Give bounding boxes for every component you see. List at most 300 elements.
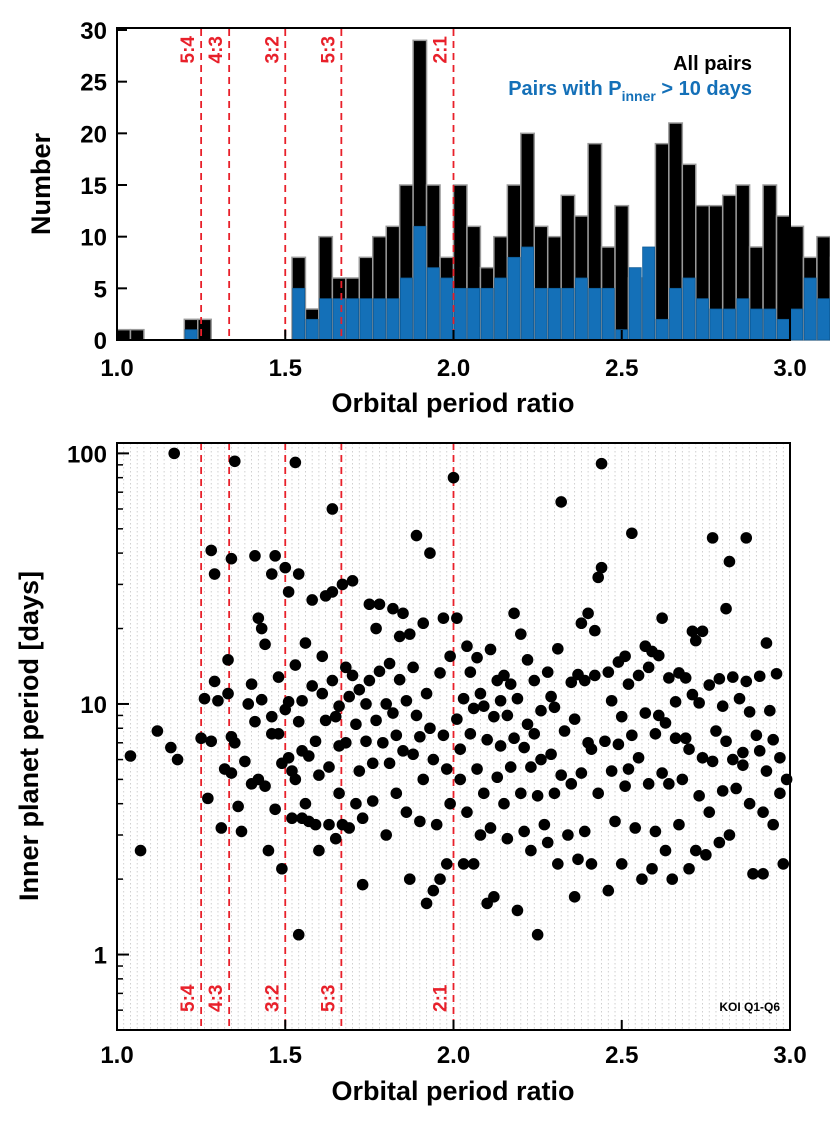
histogram-y-tick-3: 15 <box>80 173 107 200</box>
histogram-y-label: Number <box>26 132 56 236</box>
scatter-point-10 <box>205 545 217 557</box>
bar-inner-19 <box>373 299 385 340</box>
scatter-point-63 <box>300 637 312 649</box>
scatter-point-101 <box>360 698 372 710</box>
scatter-point-130 <box>411 530 423 542</box>
scatter-point-217 <box>565 778 577 790</box>
scatter-point-163 <box>468 858 480 870</box>
scatter-point-308 <box>734 693 746 705</box>
scatter-point-169 <box>478 788 490 800</box>
bar-inner-46 <box>737 299 749 340</box>
scatter-point-303 <box>724 556 736 568</box>
histogram-y-tick-6: 30 <box>80 18 107 45</box>
resonance-label-bottom-0: 5:4 <box>178 984 200 1012</box>
scatter-point-204 <box>539 819 551 831</box>
scatter-point-242 <box>609 816 621 828</box>
scatter-point-9 <box>205 735 217 747</box>
scatter-point-299 <box>717 700 729 712</box>
scatter-point-11 <box>209 568 221 580</box>
scatter-point-12 <box>209 676 221 688</box>
histogram-y-ticks <box>80 18 127 355</box>
bar-inner-36 <box>602 288 614 340</box>
scatter-point-298 <box>714 837 726 849</box>
resonance-label-top-2: 3:2 <box>262 36 284 64</box>
scatter-point-209 <box>549 788 561 800</box>
scatter-point-291 <box>700 849 712 861</box>
scatter-point-119 <box>390 788 402 800</box>
scatter-point-279 <box>680 732 692 744</box>
scatter-point-52 <box>286 812 298 824</box>
scatter-point-154 <box>454 743 466 755</box>
bar-inner-43 <box>696 299 708 340</box>
scatter-point-285 <box>690 635 702 647</box>
resonance-label-bottom-2: 3:2 <box>262 984 284 1012</box>
scatter-point-173 <box>485 822 497 834</box>
bar-inner-16 <box>333 299 345 340</box>
bar-inner-41 <box>670 288 682 340</box>
histogram-x-tick-3: 2.5 <box>605 355 639 382</box>
scatter-point-314 <box>744 798 756 810</box>
scatter-point-268 <box>656 767 668 779</box>
scatter-point-8 <box>202 793 214 805</box>
scatter-point-290 <box>697 625 709 637</box>
scatter-y-tick-2: 100 <box>66 441 107 469</box>
scatter-point-20 <box>226 767 238 779</box>
scatter-x-tick-4: 3.0 <box>773 1042 807 1069</box>
bar-inner-40 <box>656 319 668 340</box>
scatter-point-105 <box>367 757 379 769</box>
scatter-point-6 <box>195 732 207 744</box>
scatter-point-47 <box>279 562 291 574</box>
scatter-point-230 <box>586 858 598 870</box>
scatter-point-201 <box>532 929 544 941</box>
scatter-point-238 <box>602 666 614 678</box>
scatter-point-127 <box>404 873 416 885</box>
scatter-point-247 <box>619 650 631 662</box>
histogram-y-tick-0: 0 <box>93 328 107 355</box>
scatter-point-208 <box>545 748 557 760</box>
resonance-label-top-0: 5:4 <box>178 36 200 64</box>
scatter-point-102 <box>360 735 372 747</box>
scatter-point-16 <box>222 654 234 666</box>
scatter-point-196 <box>525 761 537 773</box>
legend-inner-subscript: inner <box>621 88 656 104</box>
scatter-point-147 <box>441 858 453 870</box>
scatter-point-72 <box>313 845 325 857</box>
legend-inner-prefix: Pairs with P <box>508 78 622 100</box>
scatter-point-27 <box>246 678 258 690</box>
scatter-point-205 <box>542 666 554 678</box>
scatter-point-109 <box>374 666 386 678</box>
scatter-point-185 <box>505 761 517 773</box>
bar-inner-20 <box>387 299 399 340</box>
scatter-point-326 <box>771 668 783 680</box>
scatter-point-133 <box>414 816 426 828</box>
bar-inner-45 <box>723 309 735 340</box>
scatter-point-318 <box>754 670 766 682</box>
scatter-point-180 <box>498 798 510 810</box>
scatter-point-232 <box>589 670 601 682</box>
scatter-point-254 <box>633 752 645 764</box>
scatter-point-245 <box>616 711 628 723</box>
scatter-x-tick-3: 2.5 <box>605 1042 639 1069</box>
scatter-point-261 <box>646 863 658 875</box>
scatter-point-197 <box>525 845 537 857</box>
scatter-point-78 <box>323 819 335 831</box>
scatter-point-7 <box>199 693 211 705</box>
scatter-point-187 <box>508 732 520 744</box>
scatter-point-94 <box>347 670 359 682</box>
scatter-point-219 <box>569 713 581 725</box>
scatter-point-203 <box>535 754 547 766</box>
scatter-point-282 <box>683 743 695 755</box>
scatter-point-143 <box>434 667 446 679</box>
scatter-point-140 <box>428 885 440 897</box>
scatter-point-175 <box>488 891 500 903</box>
scatter-point-300 <box>717 785 729 797</box>
bar-all-37 <box>615 206 628 340</box>
scatter-point-323 <box>764 705 776 717</box>
legend-inner-suffix: > 10 days <box>655 78 752 100</box>
scatter-point-186 <box>508 608 520 620</box>
scatter-point-277 <box>673 819 685 831</box>
scatter-point-43 <box>273 671 285 683</box>
scatter-point-49 <box>283 586 295 598</box>
scatter-point-107 <box>370 715 382 727</box>
scatter-point-256 <box>636 873 648 885</box>
scatter-point-189 <box>512 693 524 705</box>
bar-inner-42 <box>683 278 695 340</box>
scatter-point-269 <box>660 845 672 857</box>
scatter-point-293 <box>703 679 715 691</box>
scatter-point-231 <box>589 625 601 637</box>
scatter-point-115 <box>384 658 396 670</box>
bar-inner-14 <box>306 319 318 340</box>
scatter-point-91 <box>343 691 355 703</box>
scatter-point-110 <box>374 598 386 610</box>
scatter-point-200 <box>532 790 544 802</box>
scatter-point-309 <box>737 759 749 771</box>
scatter-point-13 <box>212 695 224 707</box>
scatter-point-184 <box>505 678 517 690</box>
scatter-x-tick-1: 1.5 <box>268 1042 302 1069</box>
scatter-point-206 <box>542 837 554 849</box>
scatter-point-152 <box>451 612 463 624</box>
bar-inner-13 <box>293 288 305 340</box>
scatter-point-137 <box>421 898 433 910</box>
scatter-point-199 <box>528 728 540 740</box>
scatter-point-23 <box>232 801 244 813</box>
scatter-point-120 <box>394 631 406 643</box>
scatter-point-257 <box>640 707 652 719</box>
scatter-point-222 <box>572 853 584 865</box>
bar-inner-48 <box>764 309 776 340</box>
scatter-point-21 <box>229 455 241 467</box>
scatter-point-265 <box>653 650 665 662</box>
scatter-point-311 <box>740 676 752 688</box>
bar-inner-26 <box>468 288 480 340</box>
scatter-point-240 <box>606 765 618 777</box>
scatter-point-3 <box>165 742 177 754</box>
scatter-point-251 <box>626 527 638 539</box>
scatter-point-122 <box>397 608 409 620</box>
scatter-y-ticks <box>67 441 129 1010</box>
scatter-point-194 <box>522 718 534 730</box>
scatter-x-label: Orbital period ratio <box>331 1076 575 1106</box>
scatter-point-65 <box>303 750 315 762</box>
scatter-point-296 <box>710 725 722 737</box>
scatter-point-0 <box>125 750 137 762</box>
scatter-point-57 <box>293 568 305 580</box>
scatter-point-275 <box>670 696 682 708</box>
scatter-point-77 <box>323 761 335 773</box>
scatter-point-135 <box>417 774 429 786</box>
scatter-point-84 <box>333 700 345 712</box>
scatter-point-252 <box>626 729 638 741</box>
scatter-point-26 <box>242 698 254 710</box>
scatter-point-29 <box>249 550 261 562</box>
scatter-point-174 <box>488 711 500 723</box>
scatter-point-182 <box>502 710 514 722</box>
scatter-point-244 <box>613 739 625 751</box>
scatter-point-125 <box>401 695 413 707</box>
scatter-point-214 <box>555 769 567 781</box>
scatter-point-35 <box>259 639 271 651</box>
scatter-point-123 <box>397 745 409 757</box>
scatter-point-79 <box>327 586 339 598</box>
scatter-point-81 <box>327 503 339 515</box>
scatter-point-281 <box>683 863 695 875</box>
legend-inner-pairs <box>508 78 752 104</box>
scatter-point-248 <box>619 780 631 792</box>
scatter-point-131 <box>411 710 423 722</box>
scatter-point-312 <box>740 532 752 544</box>
scatter-point-142 <box>431 819 443 831</box>
scatter-point-191 <box>515 628 527 640</box>
scatter-point-210 <box>549 701 561 713</box>
histogram-x-tick-1: 1.5 <box>268 355 302 382</box>
scatter-point-226 <box>579 826 591 838</box>
histogram-y-tick-4: 20 <box>80 121 107 149</box>
scatter-point-301 <box>720 603 732 615</box>
scatter-point-159 <box>461 806 473 818</box>
scatter-point-156 <box>458 858 470 870</box>
scatter-point-74 <box>316 650 328 662</box>
scatter-point-288 <box>693 697 705 709</box>
scatter-point-304 <box>724 829 736 841</box>
scatter-point-121 <box>394 674 406 686</box>
scatter-point-31 <box>253 612 265 624</box>
bar-inner-15 <box>320 299 332 340</box>
scatter-point-54 <box>290 659 302 671</box>
scatter-point-128 <box>407 748 419 760</box>
scatter-point-83 <box>330 711 342 723</box>
scatter-point-317 <box>754 745 766 757</box>
scatter-point-294 <box>707 756 719 768</box>
scatter-x-tick-0: 1.0 <box>100 1042 134 1069</box>
scatter-point-168 <box>478 700 490 712</box>
bar-all-6 <box>198 319 211 340</box>
scatter-point-280 <box>680 672 692 684</box>
scatter-point-158 <box>461 640 473 652</box>
bar-inner-34 <box>575 278 587 340</box>
scatter-point-96 <box>350 718 362 730</box>
scatter-point-87 <box>337 579 349 591</box>
scatter-point-106 <box>367 795 379 807</box>
scatter-point-25 <box>239 756 251 768</box>
histogram-x-tick-0: 1.0 <box>100 355 134 382</box>
scatter-point-307 <box>730 783 742 795</box>
scatter-point-166 <box>475 688 487 700</box>
scatter-point-188 <box>512 905 524 917</box>
scatter-point-310 <box>737 747 749 759</box>
bar-inner-30 <box>522 247 534 340</box>
resonance-label-top-4: 2:1 <box>430 36 452 64</box>
scatter-point-141 <box>428 754 440 766</box>
scatter-point-172 <box>485 644 497 656</box>
scatter-point-286 <box>690 845 702 857</box>
bar-inner-21 <box>400 278 412 340</box>
scatter-point-272 <box>663 778 675 790</box>
scatter-point-126 <box>404 628 416 640</box>
scatter-point-114 <box>384 757 396 769</box>
scatter-point-118 <box>390 729 402 741</box>
scatter-point-134 <box>417 617 429 629</box>
scatter-point-103 <box>364 598 376 610</box>
bar-inner-51 <box>804 278 816 340</box>
scatter-point-235 <box>596 562 608 574</box>
scatter-point-306 <box>727 671 739 683</box>
scatter-point-177 <box>491 771 503 783</box>
scatter-point-167 <box>475 829 487 841</box>
scatter-point-51 <box>283 752 295 764</box>
resonance-label-bottom-3: 5:3 <box>318 984 340 1012</box>
scatter-point-215 <box>559 725 571 737</box>
scatter-point-273 <box>666 873 678 885</box>
scatter-point-24 <box>236 826 248 838</box>
scatter-point-327 <box>774 788 786 800</box>
histogram-y-tick-1: 5 <box>93 276 107 304</box>
scatter-point-289 <box>697 752 709 764</box>
scatter-point-132 <box>414 731 426 743</box>
scatter-point-249 <box>623 763 635 775</box>
bar-inner-35 <box>589 288 601 340</box>
scatter-point-1 <box>135 845 147 857</box>
scatter-point-150 <box>444 798 456 810</box>
scatter-point-260 <box>643 662 655 674</box>
histogram-x-tick-4: 3.0 <box>773 355 807 382</box>
histogram-y-tick-2: 10 <box>80 224 107 252</box>
scatter-point-82 <box>330 833 342 845</box>
scatter-point-246 <box>616 858 628 870</box>
scatter-point-255 <box>633 670 645 682</box>
scatter-point-292 <box>703 806 715 818</box>
scatter-point-71 <box>313 769 325 781</box>
bar-inner-5 <box>185 330 197 340</box>
scatter-point-305 <box>727 754 739 766</box>
scatter-point-92 <box>343 822 355 834</box>
histogram-x-tick-2: 2.0 <box>436 355 471 382</box>
bar-all-1 <box>130 330 143 340</box>
scatter-point-116 <box>387 603 399 615</box>
scatter-point-270 <box>660 717 672 729</box>
scatter-point-144 <box>434 873 446 885</box>
scatter-point-155 <box>454 774 466 786</box>
scatter-point-319 <box>757 868 769 880</box>
bar-inner-24 <box>441 278 453 340</box>
scatter-point-93 <box>347 575 359 587</box>
bar-inner-39 <box>643 247 655 340</box>
scatter-y-label: Inner planet period [days] <box>14 570 44 902</box>
bar-inner-25 <box>454 288 466 340</box>
scatter-point-274 <box>670 732 682 744</box>
scatter-point-117 <box>387 707 399 719</box>
scatter-point-34 <box>256 694 268 706</box>
scatter-point-58 <box>293 716 305 728</box>
legend-all-pairs: All pairs <box>673 53 752 75</box>
scatter-point-234 <box>592 788 604 800</box>
scatter-point-229 <box>586 743 598 755</box>
scatter-point-139 <box>424 722 436 734</box>
bar-inner-27 <box>481 288 493 340</box>
scatter-y-tick-0: 1 <box>93 942 107 970</box>
scatter-point-165 <box>471 652 483 664</box>
bar-all-40 <box>655 144 668 340</box>
scatter-point-237 <box>599 735 611 747</box>
scatter-point-225 <box>579 675 591 687</box>
scatter-point-37 <box>263 845 275 857</box>
scatter-point-313 <box>744 706 756 718</box>
scatter-point-56 <box>290 774 302 786</box>
scatter-point-164 <box>471 763 483 775</box>
scatter-point-60 <box>296 695 308 707</box>
histogram-y-tick-5: 25 <box>80 69 107 97</box>
resonance-label-bottom-4: 2:1 <box>430 984 452 1012</box>
scatter-point-100 <box>357 879 369 891</box>
scatter-point-193 <box>518 826 530 838</box>
scatter-point-138 <box>424 547 436 559</box>
bar-inner-23 <box>427 268 439 340</box>
scatter-point-4 <box>168 448 180 460</box>
resonance-label-top-3: 5:3 <box>318 36 340 64</box>
scatter-point-202 <box>535 705 547 717</box>
scatter-point-236 <box>596 458 608 470</box>
scatter-point-14 <box>216 822 228 834</box>
scatter-point-151 <box>448 472 460 484</box>
scatter-point-99 <box>357 812 369 824</box>
bar-inner-22 <box>414 226 426 340</box>
scatter-point-146 <box>438 729 450 741</box>
bar-inner-31 <box>535 288 547 340</box>
scatter-point-324 <box>767 819 779 831</box>
scatter-point-278 <box>677 774 689 786</box>
scatter-point-129 <box>407 662 419 674</box>
scatter-point-2 <box>152 725 164 737</box>
bar-inner-44 <box>710 309 722 340</box>
scatter-x-tick-2: 2.0 <box>436 1042 471 1069</box>
scatter-point-145 <box>438 612 450 624</box>
scatter-point-46 <box>276 863 288 875</box>
bar-all-0 <box>117 330 130 340</box>
scatter-point-36 <box>259 780 271 792</box>
scatter-point-85 <box>333 788 345 800</box>
scatter-point-250 <box>623 678 635 690</box>
scatter-point-287 <box>693 790 705 802</box>
scatter-point-271 <box>663 672 675 684</box>
scatter-point-315 <box>747 868 759 880</box>
scatter-points <box>125 448 793 941</box>
scatter-point-239 <box>602 885 614 897</box>
